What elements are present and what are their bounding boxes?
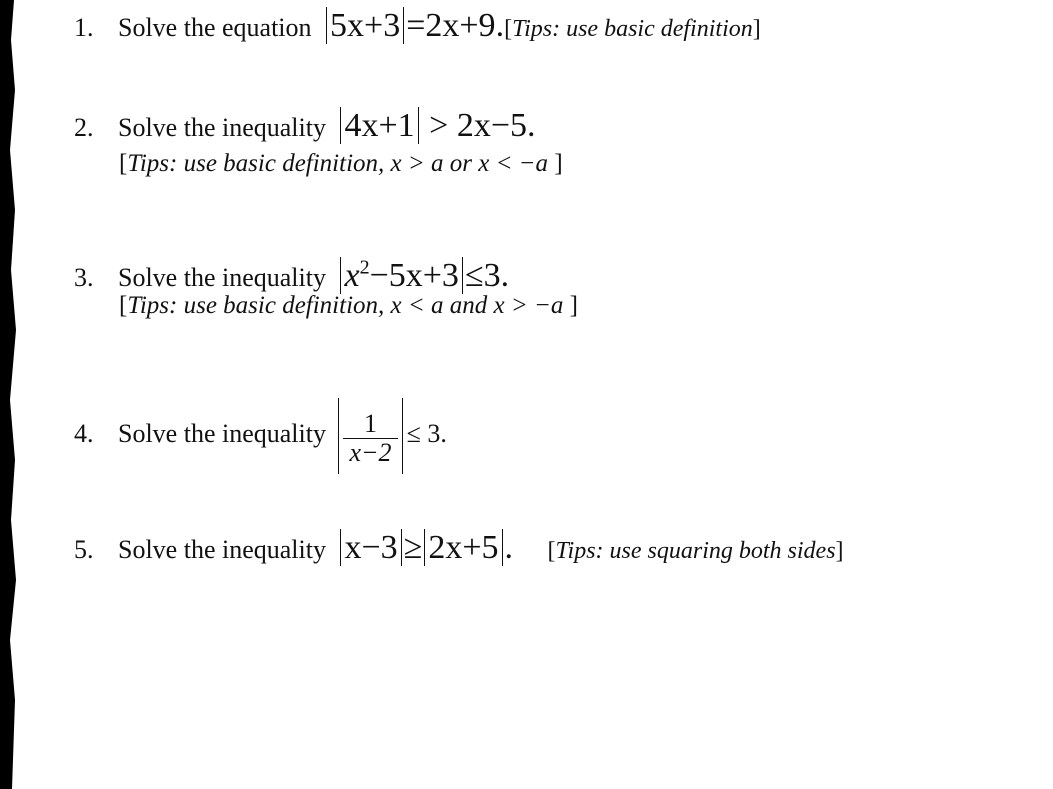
problem-prompt: Solve the inequality bbox=[118, 419, 326, 448]
problem-inequality: $x^2-5x+3 \le 3$. bbox=[338, 257, 509, 294]
problem-number: 3. bbox=[74, 263, 94, 293]
problem-number: 4. bbox=[74, 419, 94, 448]
problem-tip: [Tips: use basic definition, x < a and x > −a ] bbox=[119, 292, 578, 319]
problem-prompt: Solve the inequality bbox=[118, 535, 326, 564]
problem-prompt: Solve the inequality bbox=[118, 113, 326, 142]
problem-inequality: 4x+1 > 2x−5. bbox=[338, 107, 535, 144]
problem-tip: [Tips: use basic definition, x > a or x < −a ] bbox=[119, 150, 563, 177]
problem-equation: 5x+3 =2x+9. bbox=[324, 7, 504, 44]
problem-number: 5. bbox=[74, 535, 94, 564]
fraction-absolute-value: $\frac{1}{x-2}$ bbox=[338, 398, 402, 474]
problem-prompt: Solve the inequality bbox=[118, 263, 326, 293]
torn-paper-edge bbox=[0, 0, 20, 789]
problem-prompt: Solve the equation bbox=[118, 13, 312, 42]
problem-tip: [Tips: use squaring both sides] bbox=[547, 538, 844, 564]
problem-3 bbox=[74, 248, 578, 324]
problem-2 bbox=[74, 106, 563, 182]
problem-inequality: x−3 ≥ 2x+5 . bbox=[338, 529, 513, 566]
problem-number: 2. bbox=[74, 113, 94, 142]
problem-1 bbox=[74, 6, 761, 46]
problem-number: 1. bbox=[74, 13, 94, 42]
problem-5 bbox=[74, 528, 844, 568]
problem-tip: [Tips: use basic definition] bbox=[504, 16, 761, 42]
problem-4: 4. Solve the inequality $\frac{1}{x-2}$ ≤ 3. bbox=[74, 398, 447, 470]
